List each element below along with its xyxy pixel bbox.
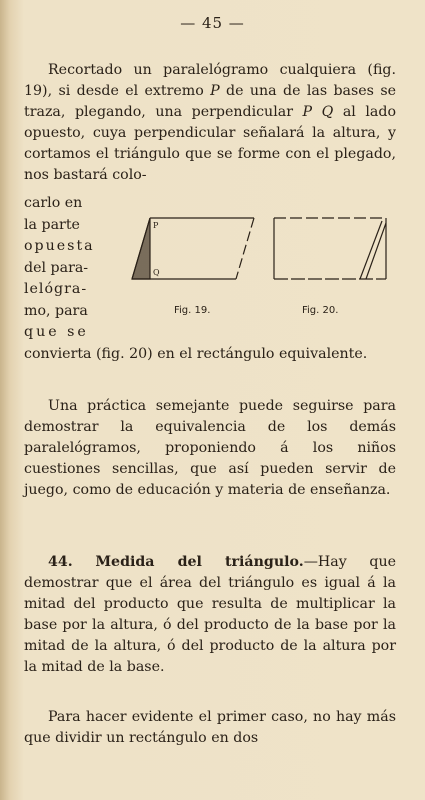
page-number: — 45 —: [180, 14, 245, 32]
fig19-right-edge: [236, 218, 254, 279]
wrapped-line: carlo en: [24, 195, 83, 211]
fig20-slant-edge: [366, 223, 386, 279]
segment-pq-label: P Q: [302, 104, 334, 120]
fig20-caption: Fig. 20.: [302, 305, 339, 316]
paragraph-equivalence: Una práctica semejante puede seguirse para demostrar la equivalencia de los demás paralelógramos, proponiendo á los niños cuestiones sencillas, que así pueden servir de juego, como de educación y materia de enseñanza.: [24, 398, 396, 498]
point-p-label: P: [210, 83, 220, 99]
paragraph-intro-text-a: Recortado un paralelógramo cualquiera (fig. 19), si desde el extremo: [24, 62, 396, 99]
parallelogram-figures-svg: [124, 213, 394, 323]
fig19-label-q: Q: [153, 268, 160, 277]
wrapped-line: del para-: [24, 259, 89, 276]
paragraph-intro: [24, 60, 396, 186]
section-44: [24, 552, 396, 678]
paragraph-intro-end: convierta (fig. 20) en el rectángulo equivalente.: [24, 346, 368, 362]
paragraph-intro-text-b: de una de las bases se traza, plegando, una perpendicular: [24, 83, 396, 120]
section-number: 44.: [48, 554, 73, 570]
fig19-drawing: [132, 218, 254, 279]
wrapped-text-column: [24, 193, 114, 344]
fig20-slant-edge: [360, 221, 382, 279]
fig20-drawing: [274, 218, 386, 279]
wrapped-line: que se: [24, 324, 89, 340]
wrapped-line: la parte: [24, 216, 80, 233]
fig19-caption: Fig. 19.: [174, 305, 211, 316]
section-title: Medida del triángulo.: [95, 554, 304, 570]
figures-area: [124, 213, 394, 323]
wrapped-line: mo, para: [24, 302, 88, 319]
wrapped-line: lelógra-: [24, 281, 88, 297]
paragraph-intro-text-c: al lado opuesto, cuya perpendicular señalará la altura, y cortamos el triángulo que se forme con el plegado, nos bastará colo-: [24, 104, 396, 183]
wrapped-line: opuesta: [24, 238, 95, 254]
section-text: —Hay que demostrar que el área del triángulo es igual á la mitad del producto que resulta de multiplicar la base por la altura, ó del producto de la base por la mitad de la altura, ó del producto de la altura por la mitad de la base.: [24, 554, 396, 675]
fig19-label-p: P: [153, 221, 159, 230]
paragraph-first-case: Para hacer evidente el primer caso, no hay más que dividir un rectángulo en dos: [24, 709, 396, 746]
